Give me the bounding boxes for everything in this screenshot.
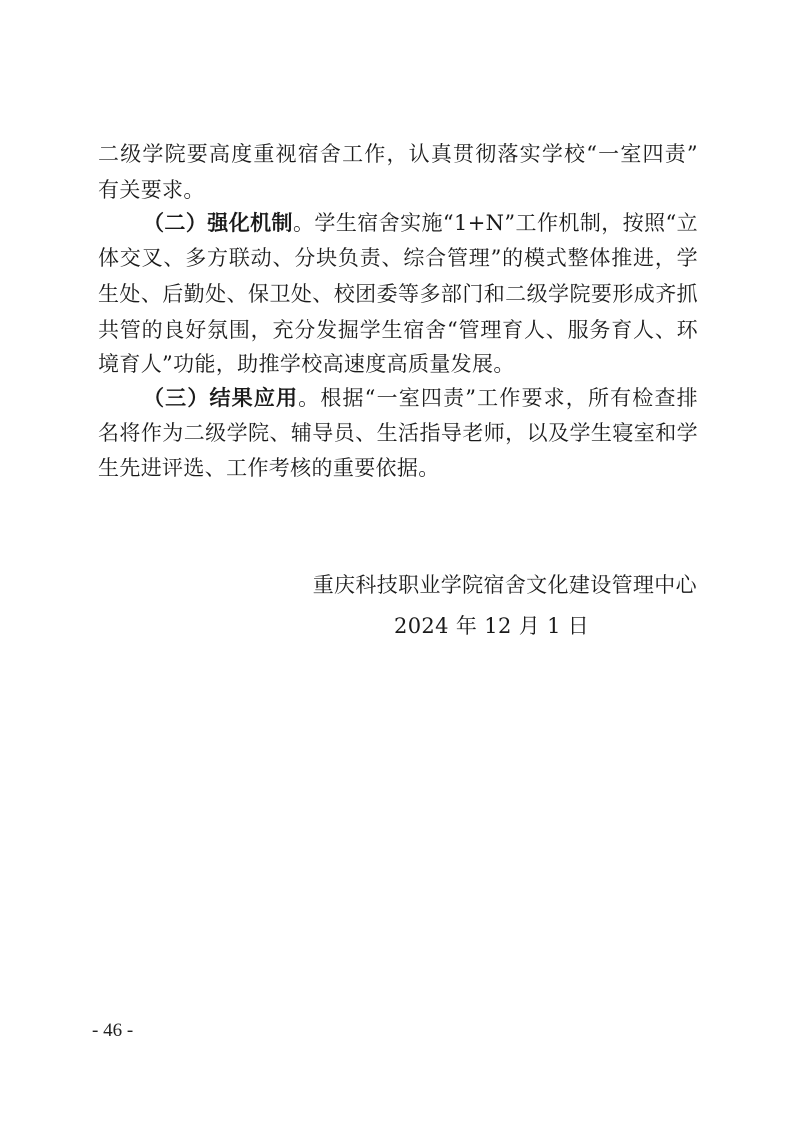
body-line: 有关要求。	[98, 178, 205, 202]
page-number: - 46 -	[92, 1020, 134, 1041]
body-line: 境育人”功能，助推学校高速度高质量发展。	[98, 352, 515, 376]
body-text: 。学生宿舍实施“1+N”工作机制，按照“立	[292, 211, 699, 235]
body-text: 。根据“一室四责”工作要求，所有检查排	[298, 386, 698, 410]
body-line: 生先进评选、工作考核的重要依据。	[98, 456, 440, 480]
signature-organization: 重庆科技职业学院宿舍文化建设管理中心	[312, 573, 697, 597]
body-line: 二级学院要高度重视宿舍工作，认真贯彻落实学校“一室四责”	[98, 142, 698, 166]
body-line: 共管的良好氛围，充分发掘学生宿舍“管理育人、服务育人、环	[98, 318, 698, 342]
paragraph-results-first-line	[143, 380, 698, 416]
body-line: 名将作为二级学院、辅导员、生活指导老师，以及学生寝室和学	[98, 421, 698, 445]
paragraph-mechanism-first-line	[143, 205, 698, 241]
body-line: 生处、后勤处、保卫处、校团委等多部门和二级学院要形成齐抓	[98, 282, 698, 306]
body-line: 体交叉、多方联动、分块负责、综合管理”的模式整体推进，学	[98, 246, 698, 270]
signature-date: 2024 年 12 月 1 日	[394, 614, 590, 638]
section-heading-mechanism: （二）强化机制	[143, 210, 293, 235]
section-heading-results: （三）结果应用	[143, 385, 299, 410]
